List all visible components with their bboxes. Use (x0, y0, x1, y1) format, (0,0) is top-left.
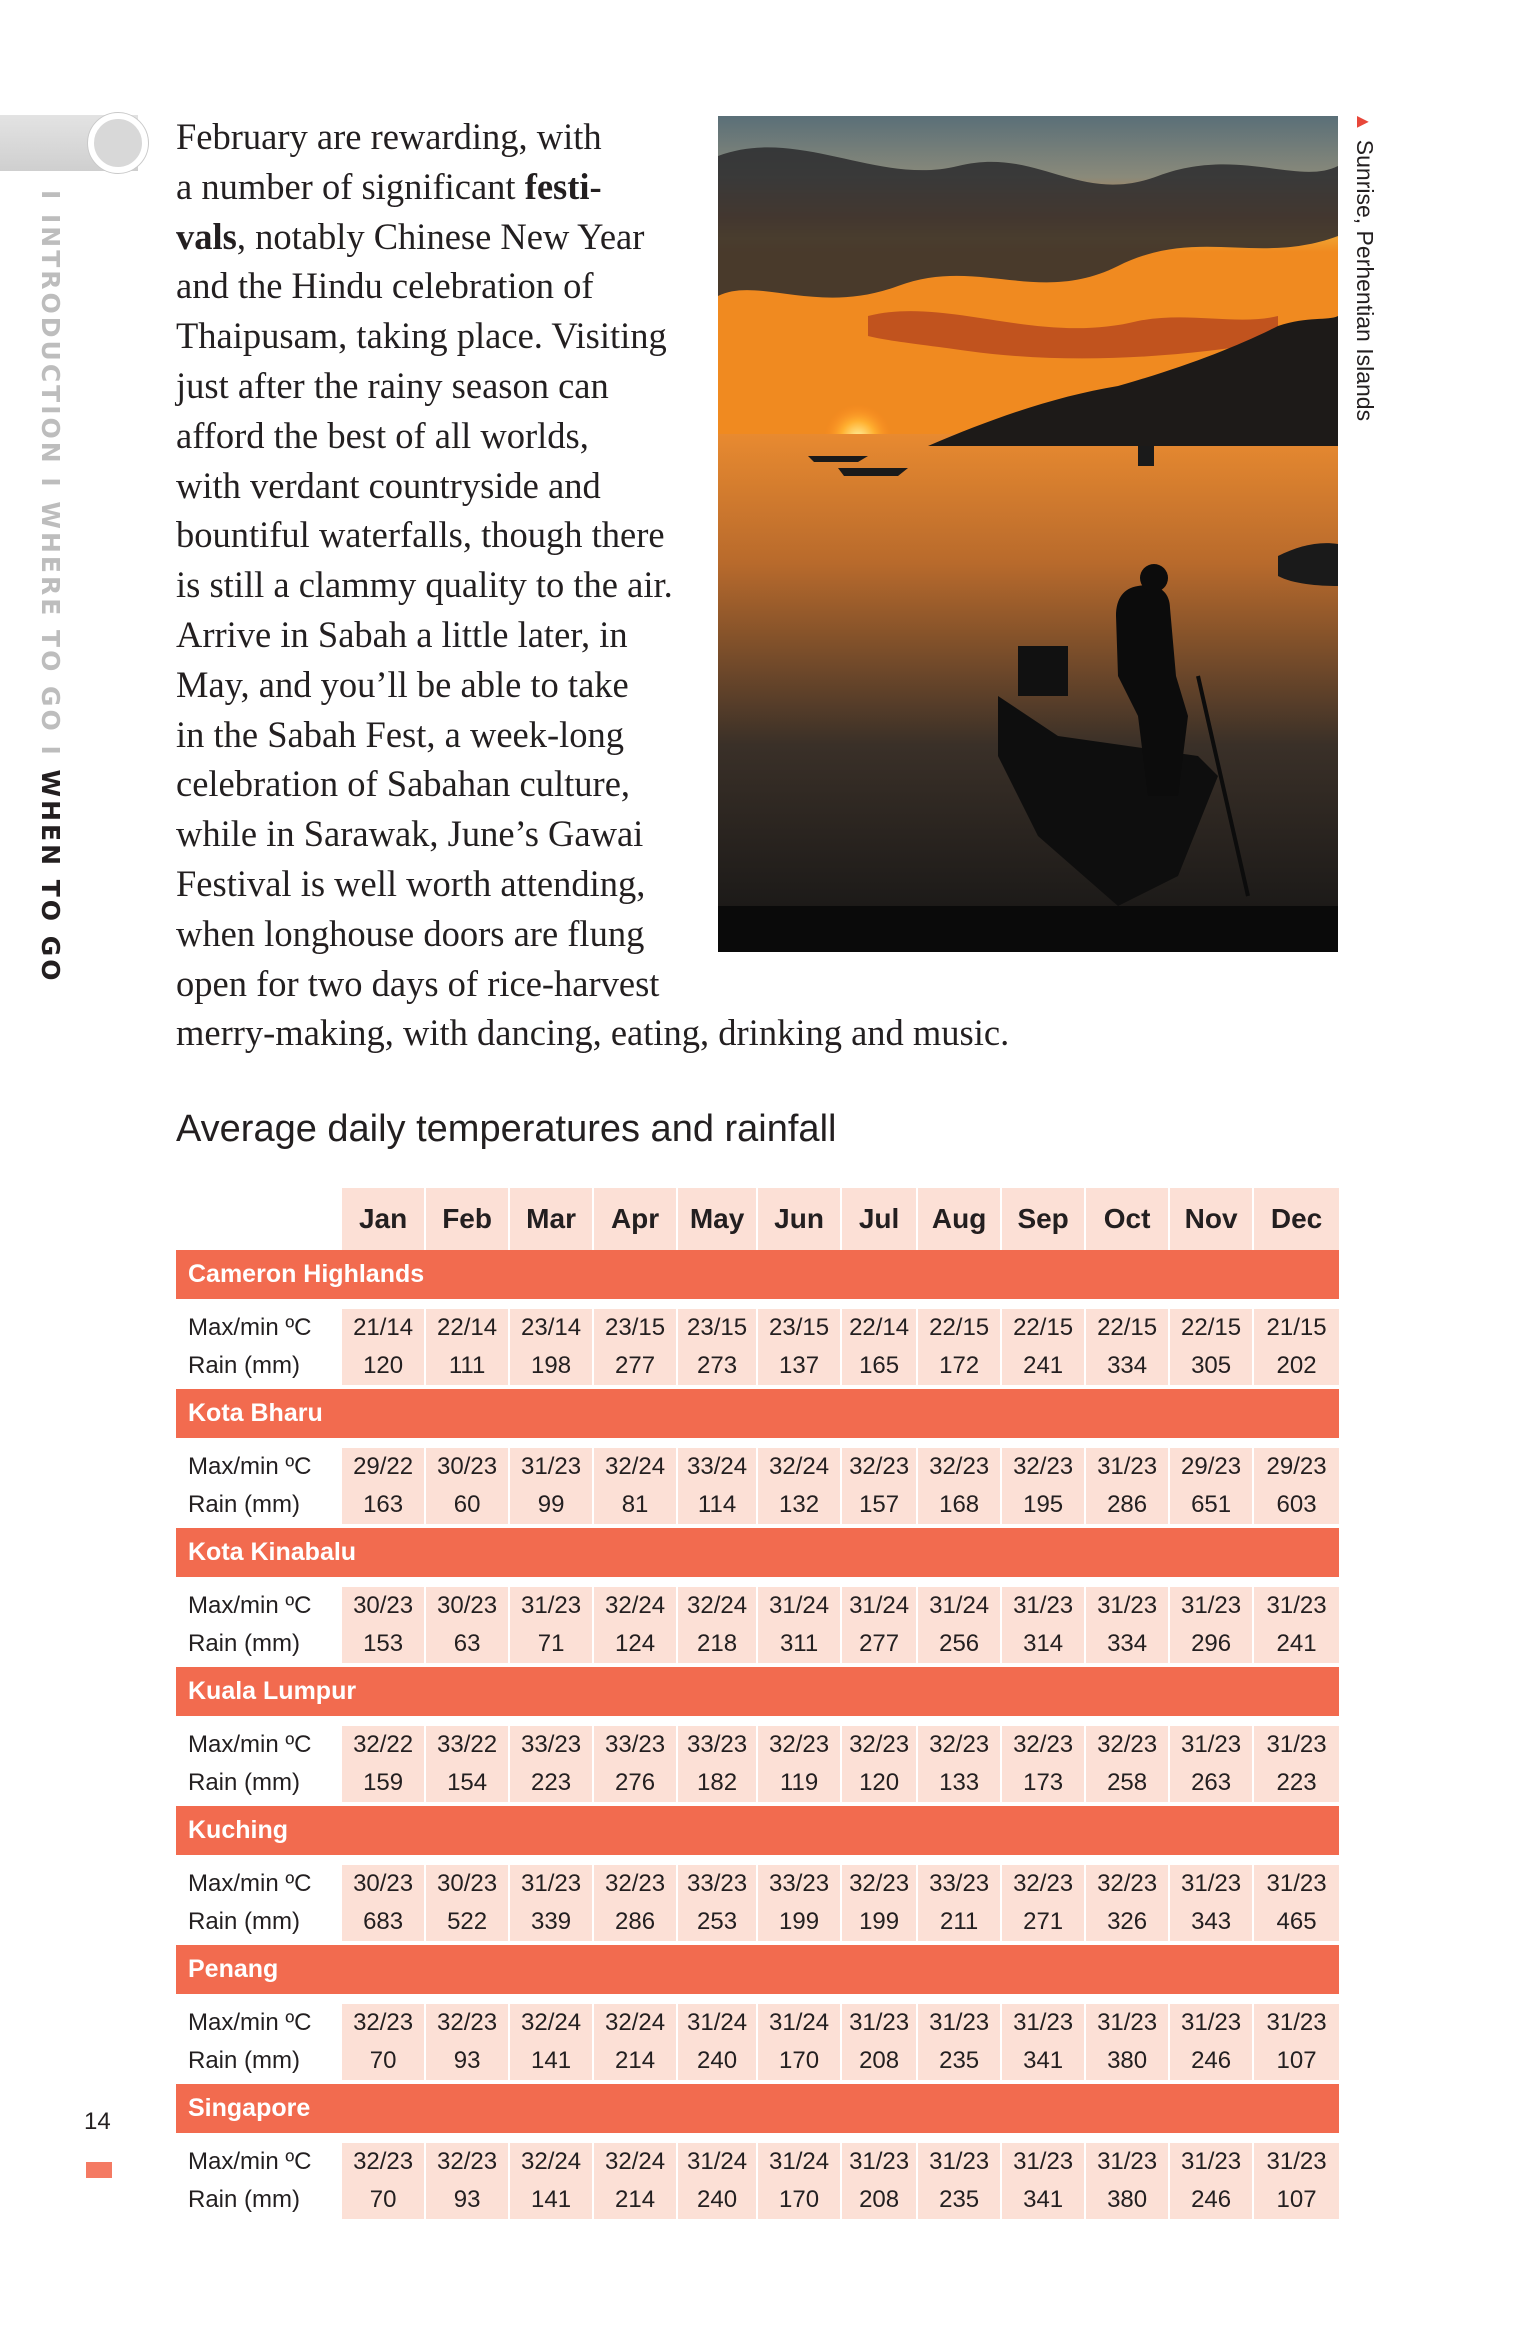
body-line: and the Hindu celebration of (176, 265, 594, 307)
rainfall-cell: 173 (1000, 1764, 1084, 1802)
body-line (176, 212, 686, 262)
body-line: Thaipusam, taking place. Visiting (176, 315, 667, 357)
month-header: Aug (916, 1188, 1000, 1250)
temperature-cell: 31/24 (840, 1587, 916, 1625)
body-line: celebration of Sabahan culture, (176, 763, 631, 805)
temperature-cell: 23/15 (592, 1309, 676, 1347)
row-label: Max/min ºC (188, 1870, 312, 1897)
rainfall-cell: 198 (508, 1347, 592, 1385)
temperature-cell: 30/23 (340, 1865, 424, 1903)
month-header: Sep (1000, 1188, 1084, 1250)
photo-caption (1351, 112, 1378, 421)
body-line: merry-making, with dancing, eating, drinking and music. (176, 1012, 1010, 1054)
rainfall-cell: 60 (424, 1486, 508, 1524)
temperature-cell: 32/23 (1000, 1726, 1084, 1764)
temperature-cell: 31/23 (1252, 1865, 1339, 1903)
rainfall-cell: 263 (1168, 1764, 1252, 1802)
temperature-row (176, 1587, 1339, 1625)
month-header: Nov (1168, 1188, 1252, 1250)
temperature-cell: 32/23 (340, 2004, 424, 2042)
rainfall-cell: 277 (840, 1625, 916, 1663)
temperature-cell: 22/15 (1084, 1309, 1168, 1347)
month-header: May (676, 1188, 756, 1250)
temperature-cell: 22/15 (916, 1309, 1000, 1347)
rainfall-cell: 120 (840, 1764, 916, 1802)
rainfall-cell: 214 (592, 2042, 676, 2080)
rainfall-cell: 286 (1084, 1486, 1168, 1524)
rainfall-cell: 137 (756, 1347, 840, 1385)
temperature-cell: 30/23 (424, 1448, 508, 1486)
temperature-cell: 32/24 (508, 2004, 592, 2042)
temperature-cell: 32/23 (1000, 1865, 1084, 1903)
body-text-span: a number of significant (176, 165, 525, 207)
rainfall-cell: 334 (1084, 1625, 1168, 1663)
rainfall-cell: 246 (1168, 2181, 1252, 2219)
body-line: just after the rainy season can (176, 364, 609, 406)
rainfall-cell: 218 (676, 1625, 756, 1663)
rainfall-cell: 93 (424, 2181, 508, 2219)
body-line: Arrive in Sabah a little later, in (176, 613, 628, 655)
rainfall-cell: 258 (1084, 1764, 1168, 1802)
rainfall-cell: 63 (424, 1625, 508, 1663)
rainfall-cell: 71 (508, 1625, 592, 1663)
temperature-cell: 29/23 (1252, 1448, 1339, 1486)
rainfall-cell: 296 (1168, 1625, 1252, 1663)
body-line: May, and you’ll be able to take (176, 663, 629, 705)
sunset-photo-illustration (718, 116, 1338, 952)
rainfall-cell: 168 (916, 1486, 1000, 1524)
rainfall-cell: 81 (592, 1486, 676, 1524)
rainfall-cell: 240 (676, 2181, 756, 2219)
rainfall-cell: 339 (508, 1903, 592, 1941)
month-header: Dec (1252, 1188, 1339, 1250)
row-label: Max/min ºC (188, 2148, 312, 2175)
body-line: in the Sabah Fest, a week-long (176, 713, 625, 755)
rainfall-cell: 111 (424, 1347, 508, 1385)
rainfall-cell: 286 (592, 1903, 676, 1941)
rainfall-cell: 314 (1000, 1625, 1084, 1663)
temperature-cell: 31/23 (1168, 1865, 1252, 1903)
temperature-cell: 32/23 (1084, 1865, 1168, 1903)
temperature-cell: 30/23 (424, 1587, 508, 1625)
rainfall-cell: 172 (916, 1347, 1000, 1385)
rainfall-cell: 380 (1084, 2181, 1168, 2219)
city-name-row: Kuching (176, 1806, 1339, 1855)
row-label: Max/min ºC (188, 1453, 312, 1480)
temperature-cell: 22/14 (840, 1309, 916, 1347)
temperature-cell: 22/15 (1168, 1309, 1252, 1347)
rainfall-row (176, 1625, 1339, 1663)
row-label: Rain (mm) (188, 1352, 300, 1379)
temperature-cell: 31/23 (508, 1587, 592, 1625)
rainfall-cell: 253 (676, 1903, 756, 1941)
temperature-cell: 31/23 (1168, 1587, 1252, 1625)
month-header-row (176, 1188, 1339, 1250)
rainfall-cell: 170 (756, 2042, 840, 2080)
city-name-row: Kota Bharu (176, 1389, 1339, 1438)
rainfall-cell: 240 (676, 2042, 756, 2080)
rainfall-cell: 341 (1000, 2042, 1084, 2080)
rainfall-cell: 157 (840, 1486, 916, 1524)
rainfall-row (176, 1764, 1339, 1802)
rainfall-cell: 153 (340, 1625, 424, 1663)
temperature-cell: 32/24 (592, 1587, 676, 1625)
rainfall-cell: 99 (508, 1486, 592, 1524)
temperature-cell: 32/23 (840, 1865, 916, 1903)
rainfall-cell: 256 (916, 1625, 1000, 1663)
temperature-row (176, 2004, 1339, 2042)
city-name-row: Cameron Highlands (176, 1250, 1339, 1299)
rainfall-cell: 170 (756, 2181, 840, 2219)
temperature-cell: 33/23 (508, 1726, 592, 1764)
caption-triangle-icon: ▲ (1352, 112, 1374, 132)
temperature-cell: 31/23 (1084, 1448, 1168, 1486)
temperature-cell: 29/23 (1168, 1448, 1252, 1486)
running-head-path: I INTRODUCTION I WHERE TO GO I (36, 190, 65, 770)
temperature-cell: 31/23 (916, 2004, 1000, 2042)
body-text (176, 112, 1010, 1058)
row-label: Max/min ºC (188, 1592, 312, 1619)
temperature-cell: 32/24 (508, 2143, 592, 2181)
temperature-cell: 33/23 (756, 1865, 840, 1903)
temperature-cell: 32/23 (424, 2143, 508, 2181)
rainfall-cell: 195 (1000, 1486, 1084, 1524)
temperature-cell: 33/23 (676, 1726, 756, 1764)
caption-text: Sunrise, Perhentian Islands (1352, 139, 1378, 422)
rainfall-cell: 277 (592, 1347, 676, 1385)
rainfall-cell: 651 (1168, 1486, 1252, 1524)
rainfall-cell: 133 (916, 1764, 1000, 1802)
temperature-cell: 31/23 (1084, 2004, 1168, 2042)
rainfall-cell: 223 (1252, 1764, 1339, 1802)
temperature-cell: 31/23 (1000, 1587, 1084, 1625)
temperature-cell: 31/24 (756, 2004, 840, 2042)
city-name-row: Penang (176, 1945, 1339, 1994)
rainfall-cell: 235 (916, 2181, 1000, 2219)
temperature-cell: 22/14 (424, 1309, 508, 1347)
temperature-cell: 21/15 (1252, 1309, 1339, 1347)
row-label: Rain (mm) (188, 2047, 300, 2074)
temperature-cell: 31/24 (756, 2143, 840, 2181)
row-label: Rain (mm) (188, 1491, 300, 1518)
body-bold: festi- (524, 165, 602, 207)
row-label: Max/min ºC (188, 2009, 312, 2036)
rainfall-row (176, 1486, 1339, 1524)
rainfall-cell: 182 (676, 1764, 756, 1802)
rainfall-cell: 683 (340, 1903, 424, 1941)
rainfall-cell: 276 (592, 1764, 676, 1802)
rainfall-cell: 305 (1168, 1347, 1252, 1385)
body-line: while in Sarawak, June’s Gawai (176, 813, 644, 855)
rainfall-cell: 70 (340, 2181, 424, 2219)
row-label: Max/min ºC (188, 1731, 312, 1758)
temperature-cell: 31/24 (676, 2004, 756, 2042)
temperature-cell: 21/14 (340, 1309, 424, 1347)
temperature-cell: 32/24 (756, 1448, 840, 1486)
rainfall-cell: 241 (1000, 1347, 1084, 1385)
page-marker (86, 2162, 112, 2178)
rainfall-cell: 199 (756, 1903, 840, 1941)
body-line: Festival is well worth attending, (176, 862, 646, 904)
temperature-cell: 22/15 (1000, 1309, 1084, 1347)
rainfall-cell: 246 (1168, 2042, 1252, 2080)
rainfall-cell: 124 (592, 1625, 676, 1663)
city-blocks (176, 1250, 1339, 2219)
temperature-cell: 32/23 (340, 2143, 424, 2181)
temperature-cell: 32/24 (676, 1587, 756, 1625)
body-line: open for two days of rice-harvest (176, 962, 660, 1004)
temperature-row (176, 1726, 1339, 1764)
sunset-photo (718, 116, 1338, 952)
month-header: Jun (756, 1188, 840, 1250)
rainfall-cell: 343 (1168, 1903, 1252, 1941)
rainfall-cell: 341 (1000, 2181, 1084, 2219)
month-header: Oct (1084, 1188, 1168, 1250)
rainfall-cell: 235 (916, 2042, 1000, 2080)
temperature-cell: 31/23 (1252, 1726, 1339, 1764)
temperature-cell: 32/23 (840, 1448, 916, 1486)
body-line: when longhouse doors are flung (176, 912, 645, 954)
rainfall-cell: 603 (1252, 1486, 1339, 1524)
temperature-cell: 30/23 (340, 1587, 424, 1625)
temperature-cell: 31/23 (1252, 2004, 1339, 2042)
temperature-cell: 31/23 (1168, 2143, 1252, 2181)
row-label: Rain (mm) (188, 2186, 300, 2213)
temperature-cell: 33/24 (676, 1448, 756, 1486)
temperature-cell: 30/23 (424, 1865, 508, 1903)
body-line: bountiful waterfalls, though there (176, 514, 665, 556)
temperature-cell: 32/24 (592, 1448, 676, 1486)
body-line (176, 162, 686, 212)
climate-table (176, 1188, 1339, 2223)
rainfall-cell: 522 (424, 1903, 508, 1941)
page-number: 14 (84, 2108, 111, 2135)
rainfall-cell: 208 (840, 2042, 916, 2080)
temperature-cell: 33/23 (676, 1865, 756, 1903)
month-header: Feb (424, 1188, 508, 1250)
temperature-row (176, 1309, 1339, 1347)
rainfall-cell: 334 (1084, 1347, 1168, 1385)
rainfall-cell: 223 (508, 1764, 592, 1802)
rainfall-cell: 132 (756, 1486, 840, 1524)
row-label: Rain (mm) (188, 1908, 300, 1935)
temperature-cell: 31/23 (1000, 2004, 1084, 2042)
temperature-cell: 32/23 (916, 1448, 1000, 1486)
temperature-cell: 31/23 (508, 1448, 592, 1486)
temperature-cell: 31/23 (1252, 2143, 1339, 2181)
rainfall-cell: 202 (1252, 1347, 1339, 1385)
body-line: February are rewarding, with (176, 116, 602, 157)
temperature-cell: 31/23 (1168, 1726, 1252, 1764)
temperature-cell: 33/23 (916, 1865, 1000, 1903)
header-blank (176, 1200, 340, 1238)
temperature-cell: 32/23 (916, 1726, 1000, 1764)
rainfall-cell: 154 (424, 1764, 508, 1802)
temperature-cell: 31/23 (1000, 2143, 1084, 2181)
body-line: afford the best of all worlds, (176, 414, 589, 456)
temperature-cell: 32/22 (340, 1726, 424, 1764)
table-title: Average daily temperatures and rainfall (176, 1108, 837, 1150)
temperature-cell: 23/14 (508, 1309, 592, 1347)
rainfall-cell: 241 (1252, 1625, 1339, 1663)
temperature-cell: 31/24 (916, 1587, 1000, 1625)
temperature-cell: 31/23 (840, 2143, 916, 2181)
rainfall-cell: 93 (424, 2042, 508, 2080)
temperature-cell: 32/23 (1084, 1726, 1168, 1764)
city-name-row: Singapore (176, 2084, 1339, 2133)
rainfall-cell: 380 (1084, 2042, 1168, 2080)
temperature-cell: 31/23 (1084, 1587, 1168, 1625)
rainfall-cell: 119 (756, 1764, 840, 1802)
temperature-cell: 23/15 (756, 1309, 840, 1347)
temperature-cell: 31/24 (676, 2143, 756, 2181)
temperature-cell: 29/22 (340, 1448, 424, 1486)
running-head-current: WHEN TO GO (36, 769, 65, 984)
rainfall-cell: 141 (508, 2042, 592, 2080)
temperature-cell: 31/23 (508, 1865, 592, 1903)
rainfall-row (176, 2042, 1339, 2080)
temperature-row (176, 1448, 1339, 1486)
temperature-cell: 32/23 (1000, 1448, 1084, 1486)
running-head (36, 190, 65, 984)
rainfall-cell: 326 (1084, 1903, 1168, 1941)
temperature-cell: 31/23 (1252, 1587, 1339, 1625)
rainfall-cell: 199 (840, 1903, 916, 1941)
body-line: is still a clammy quality to the air. (176, 564, 673, 606)
temperature-cell: 31/23 (840, 2004, 916, 2042)
rainfall-cell: 159 (340, 1764, 424, 1802)
rainfall-cell: 271 (1000, 1903, 1084, 1941)
city-name-row: Kota Kinabalu (176, 1528, 1339, 1577)
temperature-cell: 32/24 (592, 2004, 676, 2042)
month-header: Apr (592, 1188, 676, 1250)
temperature-cell: 31/23 (916, 2143, 1000, 2181)
temperature-cell: 32/24 (592, 2143, 676, 2181)
rainfall-cell: 211 (916, 1903, 1000, 1941)
rainfall-cell: 273 (676, 1347, 756, 1385)
temperature-cell: 33/22 (424, 1726, 508, 1764)
rainfall-cell: 70 (340, 2042, 424, 2080)
month-header: Jan (340, 1188, 424, 1250)
rainfall-cell: 107 (1252, 2181, 1339, 2219)
rainfall-cell: 311 (756, 1625, 840, 1663)
temperature-cell: 31/23 (1084, 2143, 1168, 2181)
rainfall-row (176, 1347, 1339, 1385)
temperature-cell: 31/24 (756, 1587, 840, 1625)
row-label: Rain (mm) (188, 1630, 300, 1657)
rainfall-cell: 120 (340, 1347, 424, 1385)
rainfall-cell: 165 (840, 1347, 916, 1385)
temperature-cell: 32/23 (840, 1726, 916, 1764)
body-text-span: , notably Chinese New Year (236, 215, 645, 257)
row-label: Rain (mm) (188, 1769, 300, 1796)
row-label: Max/min ºC (188, 1314, 312, 1341)
temperature-cell: 31/23 (1168, 2004, 1252, 2042)
rainfall-cell: 114 (676, 1486, 756, 1524)
temperature-cell: 32/23 (756, 1726, 840, 1764)
rainfall-cell: 107 (1252, 2042, 1339, 2080)
rainfall-cell: 465 (1252, 1903, 1339, 1941)
temperature-cell: 23/15 (676, 1309, 756, 1347)
month-header: Mar (508, 1188, 592, 1250)
body-line: with verdant countryside and (176, 464, 601, 506)
temperature-row (176, 2143, 1339, 2181)
rainfall-cell: 163 (340, 1486, 424, 1524)
rainfall-row (176, 2181, 1339, 2219)
rainfall-cell: 208 (840, 2181, 916, 2219)
rainfall-cell: 141 (508, 2181, 592, 2219)
temperature-cell: 33/23 (592, 1726, 676, 1764)
temperature-cell: 32/23 (424, 2004, 508, 2042)
body-bold: vals (176, 215, 237, 257)
rainfall-cell: 214 (592, 2181, 676, 2219)
temperature-row (176, 1865, 1339, 1903)
city-name-row: Kuala Lumpur (176, 1667, 1339, 1716)
temperature-cell: 32/23 (592, 1865, 676, 1903)
chapter-tab-circle (88, 113, 148, 173)
month-header: Jul (840, 1188, 916, 1250)
rainfall-row (176, 1903, 1339, 1941)
